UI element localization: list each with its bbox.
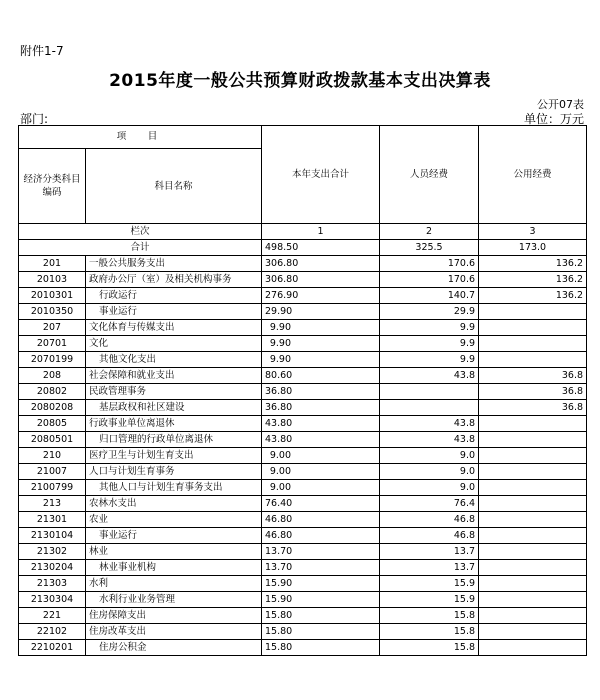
total-row-total: 498.50 [262, 240, 380, 256]
row-total: 9.00 [262, 448, 380, 464]
row-name: 其他人口与计划生育事务支出 [86, 480, 262, 496]
row-public [479, 624, 587, 640]
row-name: 其他文化支出 [86, 352, 262, 368]
row-total: 15.80 [262, 640, 380, 656]
row-total: 46.80 [262, 512, 380, 528]
table-row [19, 576, 587, 592]
row-public [479, 528, 587, 544]
row-personnel: 46.8 [380, 512, 479, 528]
row-personnel: 46.8 [380, 528, 479, 544]
header-personnel: 人员经费 [380, 126, 479, 224]
row-code: 20103 [19, 272, 86, 288]
row-code: 2130104 [19, 528, 86, 544]
row-total: 43.80 [262, 416, 380, 432]
form-number: 公开07表 [537, 98, 584, 111]
row-name: 社会保障和就业支出 [86, 368, 262, 384]
total-row-public: 173.0 [479, 240, 587, 256]
row-total: 43.80 [262, 432, 380, 448]
row-code: 2100799 [19, 480, 86, 496]
row-code: 201 [19, 256, 86, 272]
row-personnel: 170.6 [380, 272, 479, 288]
row-personnel: 9.9 [380, 320, 479, 336]
row-total: 13.70 [262, 560, 380, 576]
row-personnel: 15.8 [380, 624, 479, 640]
row-name: 农业 [86, 512, 262, 528]
row-code: 21007 [19, 464, 86, 480]
row-total: 46.80 [262, 528, 380, 544]
header-name: 科目名称 [86, 149, 262, 224]
row-public [479, 544, 587, 560]
row-name: 归口管理的行政单位离退休 [86, 432, 262, 448]
row-personnel: 9.9 [380, 336, 479, 352]
table-header [19, 126, 587, 256]
table-row [19, 352, 587, 368]
row-public [479, 560, 587, 576]
row-public [479, 432, 587, 448]
row-name: 住房改革支出 [86, 624, 262, 640]
row-public [479, 464, 587, 480]
row-name: 文化 [86, 336, 262, 352]
table-row [19, 448, 587, 464]
table-row [19, 336, 587, 352]
header-public: 公用经费 [479, 126, 587, 224]
row-code: 20805 [19, 416, 86, 432]
row-name: 行政事业单位离退休 [86, 416, 262, 432]
row-total: 76.40 [262, 496, 380, 512]
row-name: 农林水支出 [86, 496, 262, 512]
total-row-label: 合计 [19, 240, 262, 256]
row-public [479, 512, 587, 528]
row-public: 36.8 [479, 400, 587, 416]
row-personnel: 170.6 [380, 256, 479, 272]
row-personnel: 13.7 [380, 544, 479, 560]
row-public [479, 592, 587, 608]
header-code: 经济分类科目编码 [19, 149, 86, 224]
table-row [19, 560, 587, 576]
row-code: 20802 [19, 384, 86, 400]
row-code: 2010350 [19, 304, 86, 320]
row-total: 9.00 [262, 480, 380, 496]
row-name: 文化体育与传媒支出 [86, 320, 262, 336]
row-total: 9.00 [262, 464, 380, 480]
row-total: 36.80 [262, 400, 380, 416]
row-total: 9.90 [262, 352, 380, 368]
row-public [479, 576, 587, 592]
table-row [19, 608, 587, 624]
row-code: 22102 [19, 624, 86, 640]
row-total: 29.90 [262, 304, 380, 320]
table-row [19, 480, 587, 496]
row-public [479, 304, 587, 320]
row-total: 306.80 [262, 272, 380, 288]
row-personnel: 43.8 [380, 416, 479, 432]
row-personnel: 9.0 [380, 448, 479, 464]
row-public [479, 352, 587, 368]
column-index-2: 2 [380, 224, 479, 240]
row-name: 一般公共服务支出 [86, 256, 262, 272]
total-row-personnel: 325.5 [380, 240, 479, 256]
expenditure-table [18, 125, 587, 656]
row-code: 2080501 [19, 432, 86, 448]
document-title: 2015年度一般公共预算财政拨款基本支出决算表 [109, 71, 491, 91]
row-code: 20701 [19, 336, 86, 352]
table-row [19, 272, 587, 288]
row-total: 15.80 [262, 608, 380, 624]
row-code: 208 [19, 368, 86, 384]
row-name: 基层政权和社区建设 [86, 400, 262, 416]
row-code: 2130304 [19, 592, 86, 608]
row-personnel: 15.9 [380, 592, 479, 608]
row-public [479, 448, 587, 464]
row-public [479, 496, 587, 512]
row-personnel [380, 384, 479, 400]
row-personnel: 13.7 [380, 560, 479, 576]
table-row [19, 288, 587, 304]
row-name: 行政运行 [86, 288, 262, 304]
row-total: 15.90 [262, 592, 380, 608]
row-code: 21302 [19, 544, 86, 560]
row-code: 210 [19, 448, 86, 464]
unit-label: 单位：万元 [523, 112, 584, 126]
row-personnel: 15.9 [380, 576, 479, 592]
row-public: 136.2 [479, 256, 587, 272]
header-item: 项 目 [19, 126, 262, 149]
column-index-1: 1 [262, 224, 380, 240]
row-total: 15.90 [262, 576, 380, 592]
row-name: 林业 [86, 544, 262, 560]
row-personnel: 9.0 [380, 480, 479, 496]
row-name: 事业运行 [86, 304, 262, 320]
row-code: 2130204 [19, 560, 86, 576]
row-total: 13.70 [262, 544, 380, 560]
row-code: 2210201 [19, 640, 86, 656]
row-personnel: 9.9 [380, 352, 479, 368]
row-name: 人口与计划生育事务 [86, 464, 262, 480]
row-total: 15.80 [262, 624, 380, 640]
attachment-label: 附件1-7 [20, 44, 64, 58]
row-public: 36.8 [479, 368, 587, 384]
column-index-label: 栏次 [19, 224, 262, 240]
row-personnel: 43.8 [380, 368, 479, 384]
row-personnel: 9.0 [380, 464, 479, 480]
row-code: 21303 [19, 576, 86, 592]
row-total: 306.80 [262, 256, 380, 272]
row-personnel: 43.8 [380, 432, 479, 448]
table-row [19, 256, 587, 272]
table-row [19, 432, 587, 448]
row-code: 213 [19, 496, 86, 512]
row-public [479, 416, 587, 432]
table-row [19, 512, 587, 528]
table-row [19, 544, 587, 560]
row-personnel: 15.8 [380, 640, 479, 656]
header-total: 本年支出合计 [262, 126, 380, 224]
row-name: 民政管理事务 [86, 384, 262, 400]
row-name: 事业运行 [86, 528, 262, 544]
department-label: 部门: [20, 112, 49, 126]
table-row [19, 640, 587, 656]
row-public: 36.8 [479, 384, 587, 400]
table-row [19, 592, 587, 608]
table-row [19, 384, 587, 400]
row-personnel: 76.4 [380, 496, 479, 512]
column-index-3: 3 [479, 224, 587, 240]
row-name: 住房公积金 [86, 640, 262, 656]
row-total: 36.80 [262, 384, 380, 400]
row-name: 住房保障支出 [86, 608, 262, 624]
row-total: 9.90 [262, 320, 380, 336]
row-public [479, 608, 587, 624]
table-row [19, 464, 587, 480]
table-row [19, 528, 587, 544]
row-code: 21301 [19, 512, 86, 528]
table-row [19, 400, 587, 416]
row-public [479, 640, 587, 656]
row-code: 2080208 [19, 400, 86, 416]
row-personnel: 29.9 [380, 304, 479, 320]
row-public [479, 336, 587, 352]
row-code: 207 [19, 320, 86, 336]
table-row [19, 304, 587, 320]
table-row [19, 496, 587, 512]
row-code: 221 [19, 608, 86, 624]
row-total: 9.90 [262, 336, 380, 352]
row-code: 2010301 [19, 288, 86, 304]
row-name: 政府办公厅（室）及相关机构事务 [86, 272, 262, 288]
row-personnel [380, 400, 479, 416]
row-name: 水利行业业务管理 [86, 592, 262, 608]
row-name: 林业事业机构 [86, 560, 262, 576]
row-total: 276.90 [262, 288, 380, 304]
row-public: 136.2 [479, 288, 587, 304]
table-row [19, 320, 587, 336]
table-row [19, 624, 587, 640]
row-public [479, 480, 587, 496]
table-body [19, 256, 587, 656]
row-personnel: 15.8 [380, 608, 479, 624]
table-row [19, 368, 587, 384]
table-row [19, 416, 587, 432]
row-code: 2070199 [19, 352, 86, 368]
row-name: 医疗卫生与计划生育支出 [86, 448, 262, 464]
row-public [479, 320, 587, 336]
row-total: 80.60 [262, 368, 380, 384]
row-public: 136.2 [479, 272, 587, 288]
row-name: 水利 [86, 576, 262, 592]
row-personnel: 140.7 [380, 288, 479, 304]
